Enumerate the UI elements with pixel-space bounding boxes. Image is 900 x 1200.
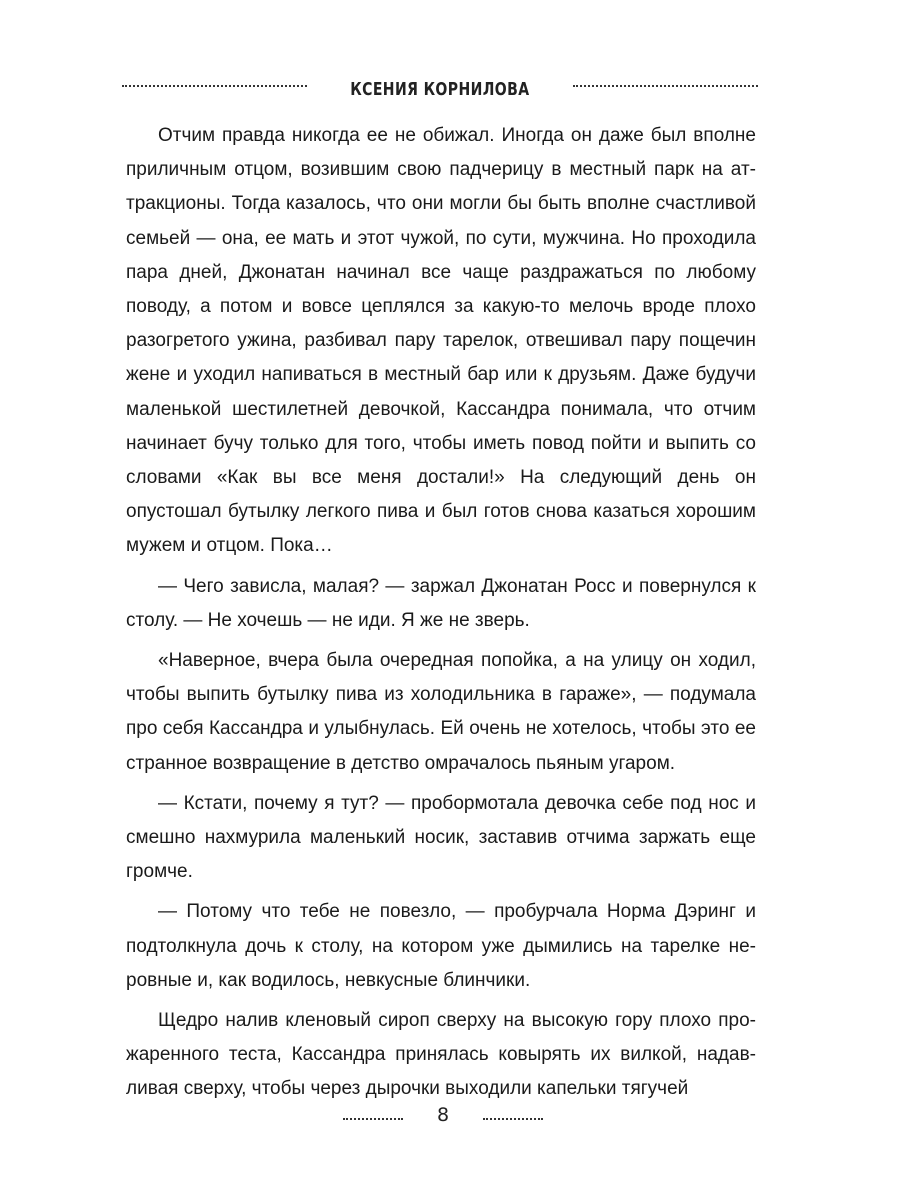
page-number: 8 [436,1104,450,1126]
paragraph: Отчим правда никогда ее не обижал. Иногда он даже был вполне приличным отцом, возившим свою падчерицу в местный парк на аттракционы. Тогда казалось, что они могли бы быть вполне счастливой семьей — она, ее мать и этот чужой, по сути, мужчина. Но проходила пара дней, Джонатан начинал все чаще раздражаться по любому поводу, а потом и вовсе цеплялся за какую-то мелочь вроде плохо разогретого ужина, разбивал пару тарелок, отвешивал пару пощечин жене и уходил напиваться в местный бар или к друзьям. Даже будучи маленькой шестилетней девочкой, Кассандра понимала, что отчим начинает бучу только для того, чтобы иметь повод пойти и выпить со словами «Как вы все меня достали!» На следующий день он опустошал бутылку легкого пива и был готов снова казаться хорошим мужем и отцом. Пока… [126,125,756,557]
body-text [126,119,756,1107]
paragraph: «Наверное, вчера была очередная попойка, а на улицу он ходил, чтобы выпить бутылку пива из холодильника в гараже», — подумала про себя Кассандра и улыбнулась. Ей очень не хотелось, чтобы это ее странное возвращение в детство омрачалось пьяным угаром. [126,650,756,774]
paragraph: — Потому что тебе не повезло, — пробурчала Норма Дэринг и подтолкнула дочь к столу, на котором уже дымились на тарелке неровные и, как водилось, невкусные блинчики. [126,901,756,991]
header-dotted-rule-left [122,85,307,87]
footer-dotted-rule-left [343,1118,403,1120]
header-dotted-rule-right [573,85,758,87]
author-name: КСЕНИЯ КОРНИЛОВА [350,78,530,100]
paragraph: Щедро налив кленовый сироп сверху на высокую гору плохо прожаренного теста, Кассандра принялась ковырять их вилкой, надавливая сверху, чтобы через дырочки выходили капельки тягучей [126,1010,756,1100]
paragraph: — Кстати, почему я тут? — пробормотала девочка себе под нос и смешно нахмурила маленький носик, заставив отчима заржать еще громче. [126,792,756,883]
running-header [122,74,758,104]
paragraph: — Чего зависла, малая? — заржал Джонатан Росс и повернулся к столу. — Не хочешь — не иди. Я же не зверь. [126,575,756,631]
page-footer [343,1100,543,1130]
footer-dotted-rule-right [483,1118,543,1120]
